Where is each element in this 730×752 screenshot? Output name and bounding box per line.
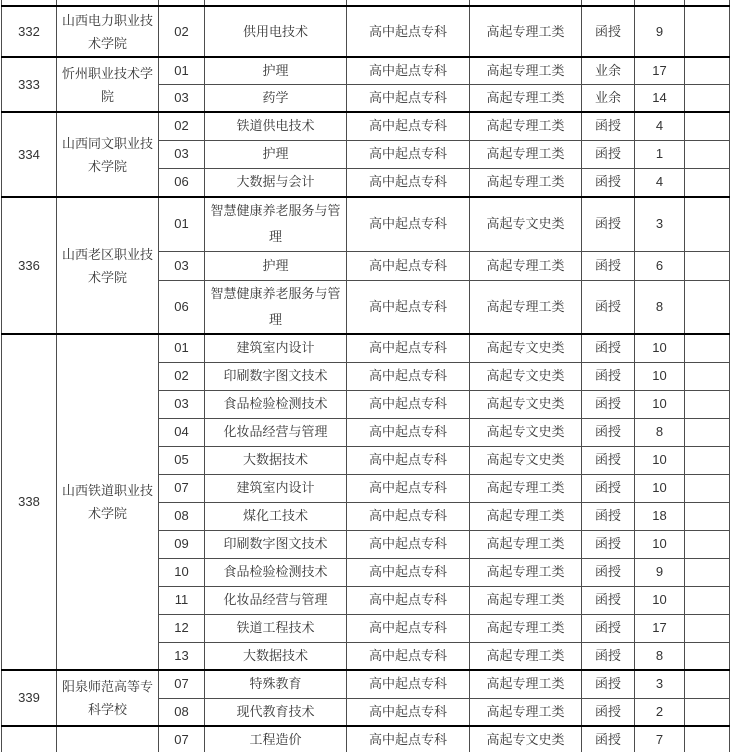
category-cell: 高起专理工类 bbox=[470, 670, 582, 698]
remark-cell bbox=[685, 558, 730, 586]
count-cell: 10 bbox=[635, 586, 685, 614]
school-code-cell: 336 bbox=[2, 197, 57, 334]
category-cell: 高起专理工类 bbox=[470, 474, 582, 502]
remark-cell bbox=[685, 586, 730, 614]
study-form-cell: 函授 bbox=[582, 168, 635, 197]
category-cell: 高起专文史类 bbox=[470, 362, 582, 390]
major-name-cell: 食品检验检测技术 bbox=[205, 390, 347, 418]
major-code-cell: 07 bbox=[159, 726, 205, 752]
count-cell: 6 bbox=[635, 251, 685, 280]
count-cell: 10 bbox=[635, 362, 685, 390]
category-cell: 高起专理工类 bbox=[470, 168, 582, 197]
level-cell: 高中起点专科 bbox=[347, 446, 470, 474]
category-cell: 高起专文史类 bbox=[470, 446, 582, 474]
count-cell: 3 bbox=[635, 197, 685, 251]
remark-cell bbox=[685, 446, 730, 474]
remark-cell bbox=[685, 502, 730, 530]
level-cell: 高中起点专科 bbox=[347, 530, 470, 558]
count-cell: 4 bbox=[635, 112, 685, 140]
level-cell: 高中起点专科 bbox=[347, 334, 470, 362]
level-cell: 高中起点专科 bbox=[347, 197, 470, 251]
category-cell: 高起专理工类 bbox=[470, 57, 582, 85]
level-cell: 高中起点专科 bbox=[347, 614, 470, 642]
count-cell: 18 bbox=[635, 502, 685, 530]
remark-cell bbox=[685, 362, 730, 390]
table-row bbox=[2, 57, 730, 85]
count-cell: 17 bbox=[635, 614, 685, 642]
major-code-cell: 03 bbox=[159, 251, 205, 280]
remark-cell bbox=[685, 6, 730, 57]
school-code-cell: 338 bbox=[2, 334, 57, 670]
study-form-cell: 函授 bbox=[582, 670, 635, 698]
table-row bbox=[2, 334, 730, 362]
study-form-cell: 函授 bbox=[582, 197, 635, 251]
major-code-cell: 05 bbox=[159, 446, 205, 474]
level-cell: 高中起点专科 bbox=[347, 112, 470, 140]
remark-cell bbox=[685, 698, 730, 726]
major-code-cell: 12 bbox=[159, 614, 205, 642]
major-code-cell: 03 bbox=[159, 140, 205, 168]
remark-cell bbox=[685, 726, 730, 752]
level-cell: 高中起点专科 bbox=[347, 85, 470, 113]
major-code-cell: 01 bbox=[159, 197, 205, 251]
major-code-cell: 07 bbox=[159, 474, 205, 502]
level-cell: 高中起点专科 bbox=[347, 642, 470, 670]
level-cell: 高中起点专科 bbox=[347, 140, 470, 168]
count-cell: 14 bbox=[635, 85, 685, 113]
count-cell: 10 bbox=[635, 390, 685, 418]
category-cell: 高起专理工类 bbox=[470, 251, 582, 280]
major-code-cell: 04 bbox=[159, 418, 205, 446]
table-row bbox=[2, 670, 730, 698]
major-name-cell: 药学 bbox=[205, 85, 347, 113]
major-name-cell: 化妆品经营与管理 bbox=[205, 586, 347, 614]
remark-cell bbox=[685, 530, 730, 558]
study-form-cell: 函授 bbox=[582, 6, 635, 57]
major-name-cell: 铁道工程技术 bbox=[205, 614, 347, 642]
major-code-cell: 02 bbox=[159, 362, 205, 390]
category-cell: 高起专理工类 bbox=[470, 6, 582, 57]
study-form-cell: 业余 bbox=[582, 57, 635, 85]
major-name-cell: 工程造价 bbox=[205, 726, 347, 752]
category-cell: 高起专理工类 bbox=[470, 85, 582, 113]
major-name-cell: 大数据与会计 bbox=[205, 168, 347, 197]
study-form-cell: 函授 bbox=[582, 251, 635, 280]
level-cell: 高中起点专科 bbox=[347, 726, 470, 752]
table-row bbox=[2, 197, 730, 251]
category-cell: 高起专理工类 bbox=[470, 586, 582, 614]
major-code-cell: 10 bbox=[159, 558, 205, 586]
school-name-cell: 忻州职业技术学院 bbox=[57, 57, 159, 112]
major-name-cell: 煤化工技术 bbox=[205, 502, 347, 530]
count-cell: 10 bbox=[635, 334, 685, 362]
remark-cell bbox=[685, 85, 730, 113]
category-cell: 高起专理工类 bbox=[470, 112, 582, 140]
level-cell: 高中起点专科 bbox=[347, 558, 470, 586]
count-cell: 9 bbox=[635, 6, 685, 57]
remark-cell bbox=[685, 614, 730, 642]
table-row bbox=[2, 112, 730, 140]
count-cell: 7 bbox=[635, 726, 685, 752]
category-cell: 高起专文史类 bbox=[470, 334, 582, 362]
remark-cell bbox=[685, 418, 730, 446]
category-cell: 高起专文史类 bbox=[470, 390, 582, 418]
count-cell: 9 bbox=[635, 558, 685, 586]
major-code-cell: 13 bbox=[159, 642, 205, 670]
major-code-cell: 08 bbox=[159, 502, 205, 530]
count-cell: 3 bbox=[635, 670, 685, 698]
level-cell: 高中起点专科 bbox=[347, 502, 470, 530]
school-name-cell: 阳泉师范高等专科学校 bbox=[57, 670, 159, 726]
school-code-cell: 339 bbox=[2, 670, 57, 726]
remark-cell bbox=[685, 197, 730, 251]
level-cell: 高中起点专科 bbox=[347, 57, 470, 85]
major-code-cell: 01 bbox=[159, 334, 205, 362]
category-cell: 高起专理工类 bbox=[470, 614, 582, 642]
school-name-cell bbox=[57, 726, 159, 752]
major-name-cell: 化妆品经营与管理 bbox=[205, 418, 347, 446]
major-name-cell: 印刷数字图文技术 bbox=[205, 530, 347, 558]
category-cell: 高起专文史类 bbox=[470, 197, 582, 251]
school-name-cell: 山西同文职业技术学院 bbox=[57, 112, 159, 197]
major-code-cell: 07 bbox=[159, 670, 205, 698]
study-form-cell: 函授 bbox=[582, 642, 635, 670]
major-code-cell: 03 bbox=[159, 390, 205, 418]
study-form-cell: 函授 bbox=[582, 502, 635, 530]
school-code-cell: 334 bbox=[2, 112, 57, 197]
count-cell: 1 bbox=[635, 140, 685, 168]
school-name-cell: 山西电力职业技术学院 bbox=[57, 6, 159, 57]
study-form-cell: 函授 bbox=[582, 418, 635, 446]
level-cell: 高中起点专科 bbox=[347, 586, 470, 614]
school-code-cell: 332 bbox=[2, 6, 57, 57]
remark-cell bbox=[685, 251, 730, 280]
level-cell: 高中起点专科 bbox=[347, 251, 470, 280]
table-row bbox=[2, 6, 730, 57]
category-cell: 高起专理工类 bbox=[470, 280, 582, 334]
count-cell: 10 bbox=[635, 474, 685, 502]
study-form-cell: 函授 bbox=[582, 446, 635, 474]
category-cell: 高起专理工类 bbox=[470, 558, 582, 586]
level-cell: 高中起点专科 bbox=[347, 362, 470, 390]
remark-cell bbox=[685, 390, 730, 418]
major-name-cell: 智慧健康养老服务与管理 bbox=[205, 197, 347, 251]
major-code-cell: 02 bbox=[159, 6, 205, 57]
school-code-cell bbox=[2, 726, 57, 752]
major-code-cell: 02 bbox=[159, 112, 205, 140]
study-form-cell: 业余 bbox=[582, 85, 635, 113]
major-name-cell: 供用电技术 bbox=[205, 6, 347, 57]
major-code-cell: 03 bbox=[159, 85, 205, 113]
category-cell: 高起专理工类 bbox=[470, 530, 582, 558]
count-cell: 10 bbox=[635, 530, 685, 558]
category-cell: 高起专理工类 bbox=[470, 502, 582, 530]
count-cell: 4 bbox=[635, 168, 685, 197]
school-code-cell: 333 bbox=[2, 57, 57, 112]
study-form-cell: 函授 bbox=[582, 334, 635, 362]
study-form-cell: 函授 bbox=[582, 362, 635, 390]
study-form-cell: 函授 bbox=[582, 112, 635, 140]
level-cell: 高中起点专科 bbox=[347, 280, 470, 334]
remark-cell bbox=[685, 670, 730, 698]
major-code-cell: 01 bbox=[159, 57, 205, 85]
level-cell: 高中起点专科 bbox=[347, 390, 470, 418]
major-name-cell: 护理 bbox=[205, 57, 347, 85]
major-code-cell: 06 bbox=[159, 280, 205, 334]
count-cell: 2 bbox=[635, 698, 685, 726]
count-cell: 8 bbox=[635, 418, 685, 446]
table-row bbox=[2, 726, 730, 752]
level-cell: 高中起点专科 bbox=[347, 698, 470, 726]
major-name-cell: 大数据技术 bbox=[205, 446, 347, 474]
major-code-cell: 08 bbox=[159, 698, 205, 726]
count-cell: 17 bbox=[635, 57, 685, 85]
major-name-cell: 特殊教育 bbox=[205, 670, 347, 698]
major-name-cell: 印刷数字图文技术 bbox=[205, 362, 347, 390]
study-form-cell: 函授 bbox=[582, 140, 635, 168]
category-cell: 高起专文史类 bbox=[470, 418, 582, 446]
count-cell: 8 bbox=[635, 642, 685, 670]
major-name-cell: 食品检验检测技术 bbox=[205, 558, 347, 586]
major-code-cell: 11 bbox=[159, 586, 205, 614]
category-cell: 高起专理工类 bbox=[470, 642, 582, 670]
remark-cell bbox=[685, 112, 730, 140]
study-form-cell: 函授 bbox=[582, 698, 635, 726]
study-form-cell: 函授 bbox=[582, 474, 635, 502]
major-code-cell: 09 bbox=[159, 530, 205, 558]
major-code-cell: 06 bbox=[159, 168, 205, 197]
count-cell: 8 bbox=[635, 280, 685, 334]
enrollment-plan-table bbox=[1, 0, 730, 752]
remark-cell bbox=[685, 140, 730, 168]
study-form-cell: 函授 bbox=[582, 614, 635, 642]
category-cell: 高起专理工类 bbox=[470, 140, 582, 168]
count-cell: 10 bbox=[635, 446, 685, 474]
major-name-cell: 建筑室内设计 bbox=[205, 334, 347, 362]
study-form-cell: 函授 bbox=[582, 530, 635, 558]
major-name-cell: 智慧健康养老服务与管理 bbox=[205, 280, 347, 334]
level-cell: 高中起点专科 bbox=[347, 168, 470, 197]
level-cell: 高中起点专科 bbox=[347, 474, 470, 502]
remark-cell bbox=[685, 642, 730, 670]
school-name-cell: 山西老区职业技术学院 bbox=[57, 197, 159, 334]
major-name-cell: 护理 bbox=[205, 251, 347, 280]
study-form-cell: 函授 bbox=[582, 558, 635, 586]
major-name-cell: 现代教育技术 bbox=[205, 698, 347, 726]
study-form-cell: 函授 bbox=[582, 726, 635, 752]
remark-cell bbox=[685, 280, 730, 334]
major-name-cell: 铁道供电技术 bbox=[205, 112, 347, 140]
major-name-cell: 大数据技术 bbox=[205, 642, 347, 670]
level-cell: 高中起点专科 bbox=[347, 670, 470, 698]
study-form-cell: 函授 bbox=[582, 280, 635, 334]
school-name-cell: 山西铁道职业技术学院 bbox=[57, 334, 159, 670]
remark-cell bbox=[685, 57, 730, 85]
major-name-cell: 护理 bbox=[205, 140, 347, 168]
remark-cell bbox=[685, 474, 730, 502]
remark-cell bbox=[685, 168, 730, 197]
study-form-cell: 函授 bbox=[582, 586, 635, 614]
category-cell: 高起专文史类 bbox=[470, 726, 582, 752]
remark-cell bbox=[685, 334, 730, 362]
study-form-cell: 函授 bbox=[582, 390, 635, 418]
category-cell: 高起专理工类 bbox=[470, 698, 582, 726]
level-cell: 高中起点专科 bbox=[347, 418, 470, 446]
level-cell: 高中起点专科 bbox=[347, 6, 470, 57]
major-name-cell: 建筑室内设计 bbox=[205, 474, 347, 502]
